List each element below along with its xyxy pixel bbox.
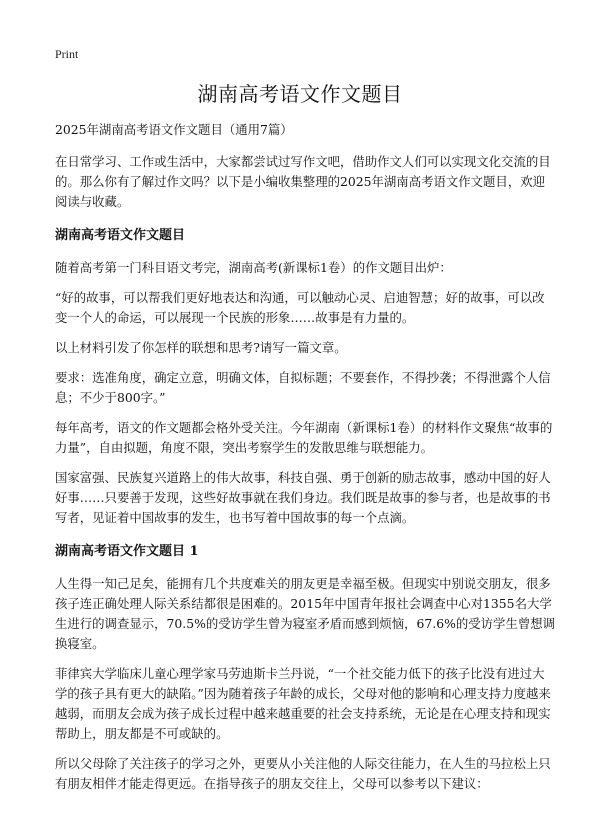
intro-paragraph: 在日常学习、工作或生活中，大家都尝试过写作文吧，借助作文人们可以实现文化交流的目的。那么你有了解过作文吗？以下是小编收集整理的2025年湖南高考语文作文题目，欢迎阅读与收藏。 bbox=[55, 154, 551, 209]
paragraph: 要求：选准角度，确定立意，明确文体，自拟标题；不要套作，不得抄袭；不得泄露个人信息；不少于800字。” bbox=[55, 370, 551, 405]
paragraph: 以上材料引发了你怎样的联想和思考?请写一篇文章。 bbox=[55, 340, 347, 355]
print-link[interactable]: Print bbox=[55, 47, 79, 61]
paragraph: 国家富强、民族复兴道路上的伟大故事，科技自强、勇于创新的励志故事，感动中国的好人好事……只要善于发现，这些好故事就在我们身边。我们既是故事的参与者，也是故事的书写者，见证着中国故事的发生，也书写着中国故事的每一个点滴。 bbox=[55, 470, 551, 525]
section-heading: 湖南高考语文作文题目 bbox=[55, 228, 186, 243]
paragraph: “好的故事，可以帮我们更好地表达和沟通，可以触动心灵、启迪智慧；好的故事，可以改变一个人的命运，可以展现一个民族的形象……故事是有力量的。 bbox=[55, 290, 545, 325]
page-title: 湖南高考语文作文题目 bbox=[197, 82, 403, 106]
article-subtitle: 2025年湖南高考语文作文题目（通用7篇） bbox=[55, 122, 293, 137]
paragraph: 所以父母除了关注孩子的学习之外，更要从小关注他的人际交往能力，在人生的马拉松上只有朋友相伴才能走得更远。在指导孩子的朋友交往上，父母可以参考以下建议： bbox=[55, 756, 551, 791]
paragraph: 随着高考第一门科目语文考完，湖南高考(新课标1卷）的作文题目出炉： bbox=[55, 260, 452, 275]
section-heading: 湖南高考语文作文题目 1 bbox=[55, 544, 199, 559]
article-body bbox=[55, 120, 555, 804]
paragraph: 菲律宾大学临床儿童心理学家马劳迪斯卡兰丹说，“一个社交能力低下的孩子比没有进过大学的孩子具有更大的缺陷。”因为随着孩子年龄的成长，父母对他的影响和心理支持力度越来越弱，而朋友会成为孩子成长过程中越来越重要的社会支持系统，无论是在心理支持和现实帮助上，朋友都是不可或缺的。 bbox=[55, 666, 551, 741]
paragraph: 每年高考，语文的作文题都会格外受关注。今年湖南（新课标1卷）的材料作文聚焦“故事的力量”，自由拟题，角度不限，突出考察学生的发散思维与联想能力。 bbox=[55, 420, 553, 455]
paragraph: 人生得一知己足矣，能拥有几个共度难关的朋友更是幸福至极。但现实中别说交朋友，很多孩子连正确处理人际关系结都很是困难的。2015年中国青年报社会调查中心对1355名大学生进行的调查显示，70.5%的受访学生曾为寝室矛盾而感到烦恼，67.6%的受访学生曾想调换寝室。 bbox=[55, 576, 556, 651]
